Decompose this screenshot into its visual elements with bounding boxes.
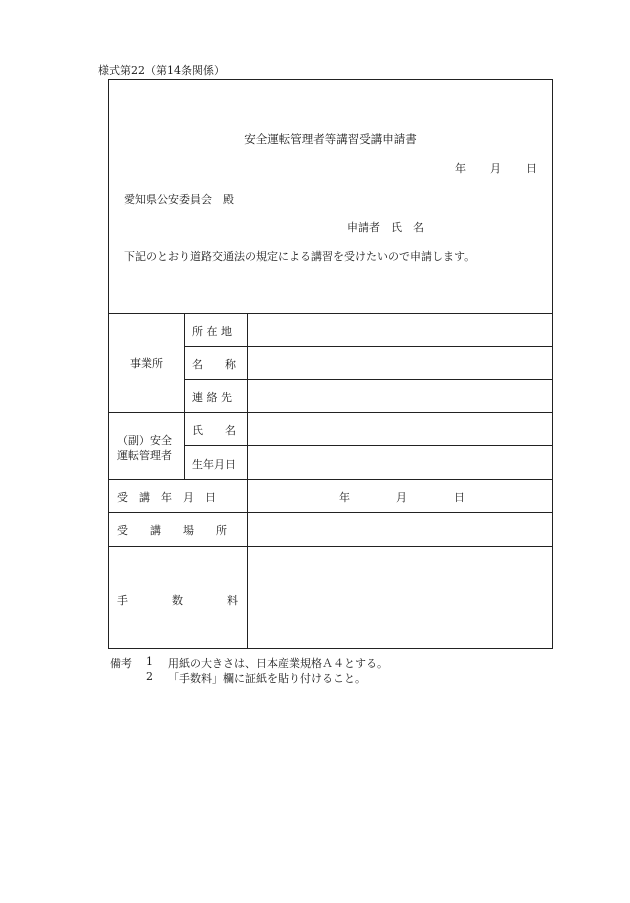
divider-row — [184, 346, 552, 347]
note-text: 「手数料」欄に証紙を貼り付けること。 — [168, 672, 366, 685]
business-label: 事業所 — [130, 357, 163, 370]
fee-label: 手 数 料 — [117, 594, 238, 607]
divider-section — [109, 546, 552, 547]
note-number: 2 — [146, 670, 153, 683]
course-date-label: 受 講 年 月 日 — [117, 491, 216, 504]
applicant-name-label: 申請者 氏 名 — [347, 221, 424, 234]
contact-label: 連 絡 先 — [192, 391, 232, 404]
divider-column — [247, 313, 248, 648]
address-label: 所 在 地 — [192, 325, 232, 338]
business-name-label: 名 称 — [192, 358, 236, 371]
course-day-label: 日 — [454, 491, 465, 504]
application-form — [108, 79, 553, 649]
divider-section — [109, 412, 552, 413]
manager-label-line1: （副）安全 — [117, 434, 172, 447]
date-month-label: 月 — [490, 162, 501, 175]
divider-section — [109, 512, 552, 513]
divider-header — [109, 313, 552, 314]
form-number: 様式第22（第14条関係） — [98, 64, 225, 77]
notes-label: 備考 — [110, 657, 132, 670]
addressee: 愛知県公安委員会 殿 — [124, 193, 234, 206]
request-statement: 下記のとおり道路交通法の規定による講習を受けたいので申請します。 — [124, 250, 476, 263]
form-title: 安全運転管理者等講習受講申請書 — [244, 132, 417, 146]
note-text: 用紙の大きさは、日本産業規格Ａ４とする。 — [168, 657, 388, 670]
divider-section — [109, 479, 552, 480]
manager-name-label: 氏 名 — [192, 424, 236, 437]
manager-label-line2: 運転管理者 — [117, 449, 172, 462]
note-number: 1 — [146, 655, 153, 668]
course-place-label: 受 講 場 所 — [117, 524, 227, 537]
date-year-label: 年 — [455, 162, 466, 175]
divider-column — [184, 313, 185, 479]
course-year-label: 年 — [339, 491, 350, 504]
divider-row — [184, 379, 552, 380]
divider-row — [184, 445, 552, 446]
date-day-label: 日 — [526, 162, 537, 175]
birthdate-label: 生年月日 — [192, 458, 236, 471]
course-month-label: 月 — [396, 491, 407, 504]
